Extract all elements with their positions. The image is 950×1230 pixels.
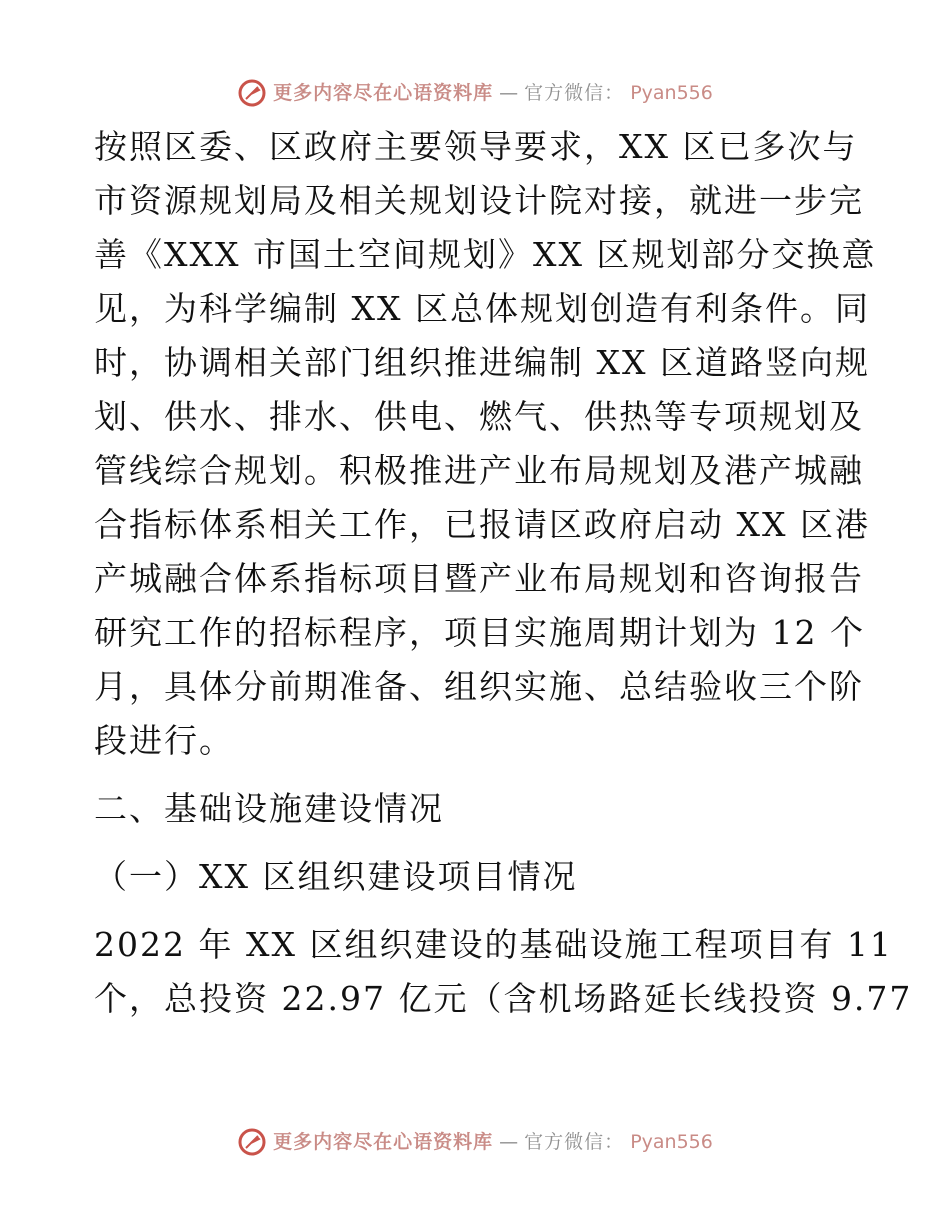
text-line: 个，总投资 22.97 亿元（含机场路延长线投资 9.77	[94, 979, 913, 1018]
watermark-wechat-label: 官方微信：	[524, 1131, 625, 1153]
watermark-wechat-id: Pyan556	[630, 1131, 713, 1153]
watermark-footer	[0, 1127, 950, 1157]
watermark-dash: —	[499, 82, 519, 104]
text-line: 善《XXX 市国土空间规划》XX 区规划部分交换意	[94, 235, 877, 274]
section-heading: 二、基础设施建设情况	[94, 789, 444, 828]
watermark-wechat-id: Pyan556	[630, 82, 713, 104]
text-line: 研究工作的招标程序，项目实施周期计划为 12 个	[94, 613, 865, 652]
text-line: 合指标体系相关工作，已报请区政府启动 XX 区港	[94, 505, 870, 544]
text-line: 划、供水、排水、供电、燃气、供热等专项规划及	[94, 397, 864, 436]
watermark-dash: —	[499, 1131, 519, 1153]
document-body	[94, 120, 913, 1026]
text-line: 见，为科学编制 XX 区总体规划创造有利条件。同	[94, 289, 870, 328]
text-line: 产城融合体系指标项目暨产业布局规划和咨询报告	[94, 559, 864, 598]
text-line: 2022 年 XX 区组织建设的基础设施工程项目有 11	[94, 925, 893, 964]
text-line: 段进行。	[94, 721, 234, 760]
watermark-main-text: 更多内容尽在心语资料库	[273, 1131, 494, 1153]
quill-circle-logo-icon	[237, 78, 267, 108]
paragraph-1	[94, 120, 877, 768]
text-line: 管线综合规划。积极推进产业布局规划及港产城融	[94, 451, 864, 490]
quill-circle-logo-icon	[237, 1127, 267, 1157]
text-line: 按照区委、区政府主要领导要求，XX 区已多次与	[94, 127, 858, 166]
text-line: 月，具体分前期准备、组织实施、总结验收三个阶	[94, 667, 864, 706]
text-line: 市资源规划局及相关规划设计院对接，就进一步完	[94, 181, 864, 220]
watermark-header	[0, 78, 950, 108]
watermark-main-text: 更多内容尽在心语资料库	[273, 82, 494, 104]
paragraph-2	[94, 918, 913, 1026]
subsection-heading: （一）XX 区组织建设项目情况	[94, 857, 578, 896]
text-line: 时，协调相关部门组织推进编制 XX 区道路竖向规	[94, 343, 870, 382]
watermark-wechat-label: 官方微信：	[524, 82, 625, 104]
